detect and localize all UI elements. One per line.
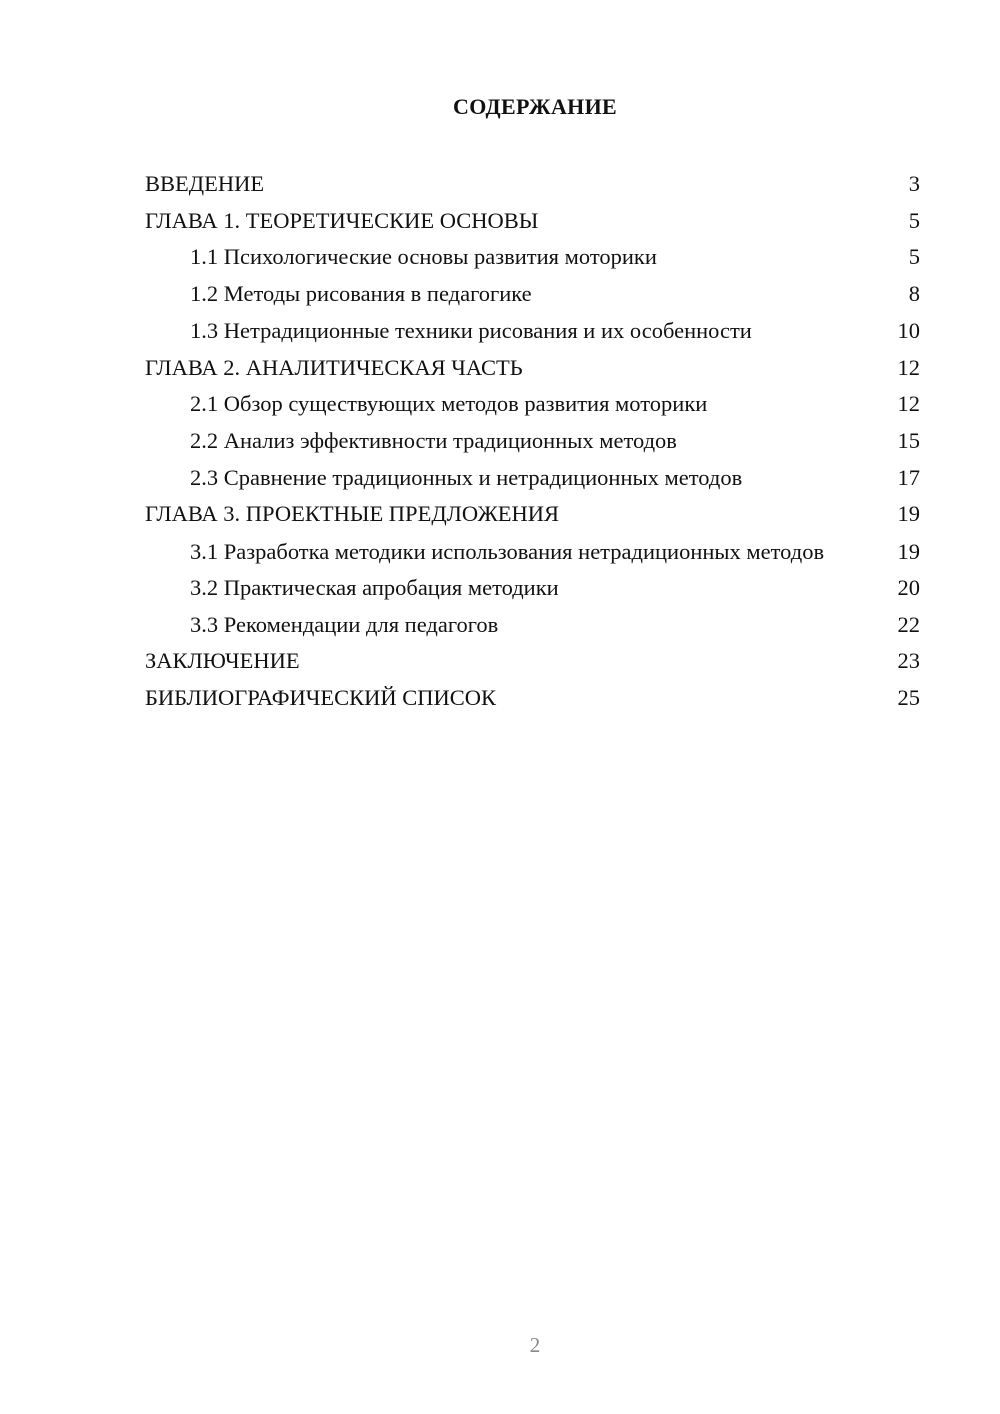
toc-entry-label: 1.3 Нетрадиционные техники рисования и их особенности [190,317,752,343]
toc-entry-label: 2.2 Анализ эффективности традиционных методов [190,427,677,453]
toc-entry-section-3-1[interactable] [145,533,920,570]
table-of-contents [145,166,920,717]
toc-entry-bibliography[interactable] [145,680,920,717]
toc-entry-label: 3.2 Практическая апробация методики [190,575,559,601]
toc-entry-page: 22 [897,611,920,637]
toc-entry-section-3-2[interactable] [145,570,920,607]
toc-entry-section-1-1[interactable] [145,239,920,276]
toc-entry-introduction[interactable] [145,166,920,203]
toc-entry-label: ГЛАВА 3. ПРОЕКТНЫЕ ПРЕДЛОЖЕНИЯ [145,501,560,527]
toc-entry-label: 3.1 Разработка методики использования нетрадиционных методов [190,539,825,565]
toc-entry-label: 2.1 Обзор существующих методов развития моторики [190,391,708,417]
toc-entry-conclusion[interactable] [145,643,920,680]
toc-entry-page: 8 [908,281,920,307]
toc-entry-section-2-1[interactable] [145,386,920,423]
toc-entry-chapter-2[interactable] [145,350,920,387]
toc-entry-page: 15 [897,427,920,453]
toc-entry-label: ЗАКЛЮЧЕНИЕ [145,648,300,674]
toc-entry-page: 25 [897,685,920,711]
toc-entry-label: ВВЕДЕНИЕ [145,171,265,196]
toc-entry-label: 1.2 Методы рисования в педагогике [190,281,532,307]
toc-entry-label: 3.3 Рекомендации для педагогов [190,611,499,637]
page-number: 2 [529,1333,541,1357]
toc-entry-label: ГЛАВА 1. ТЕОРЕТИЧЕСКИЕ ОСНОВЫ [145,207,539,233]
toc-entry-label: ГЛАВА 2. АНАЛИТИЧЕСКАЯ ЧАСТЬ [145,354,523,380]
toc-entry-page: 23 [897,648,920,674]
toc-entry-label: 1.1 Психологические основы развития моторики [190,244,657,270]
toc-entry-page: 20 [897,575,920,601]
toc-entry-chapter-3[interactable] [145,496,920,533]
toc-entry-section-2-3[interactable] [145,460,920,497]
toc-entry-page: 12 [897,354,920,380]
toc-entry-page: 12 [897,391,920,417]
toc-entry-label: БИБЛИОГРАФИЧЕСКИЙ СПИСОК [145,685,497,711]
toc-entry-page: 5 [908,207,920,233]
toc-entry-section-2-2[interactable] [145,423,920,460]
toc-entry-chapter-1[interactable] [145,203,920,240]
toc-entry-label: 2.3 Сравнение традиционных и нетрадиционных методов [190,464,743,490]
toc-entry-page: 19 [897,501,920,527]
toc-entry-section-1-2[interactable] [145,276,920,313]
toc-entry-page: 10 [897,317,920,343]
toc-entry-page: 17 [897,464,920,490]
toc-entry-page: 3 [908,171,920,196]
page-title: СОДЕРЖАНИЕ [453,94,617,119]
toc-entry-section-3-3[interactable] [145,607,920,644]
toc-entry-page: 19 [897,539,920,565]
toc-entry-section-1-3[interactable] [145,313,920,350]
toc-entry-page: 5 [908,244,920,270]
